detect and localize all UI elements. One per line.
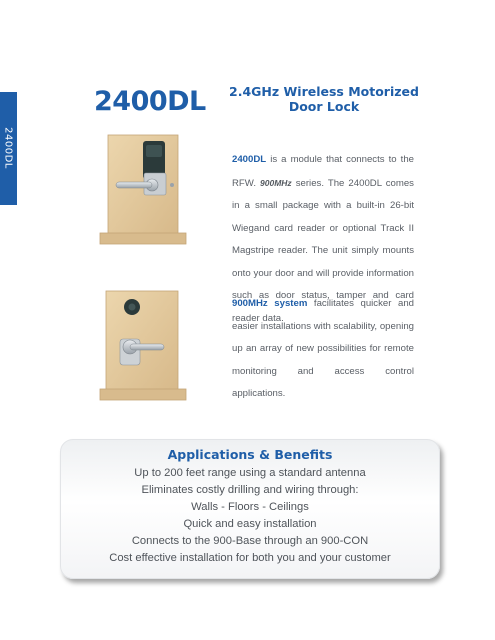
benefit-item: Connects to the 900-Base through an 900-CON xyxy=(131,535,369,547)
product-title: 2.4GHz Wireless Motorized Door Lock xyxy=(229,84,419,114)
benefits-title: Applications & Benefits xyxy=(167,447,333,462)
benefit-item: Eliminates costly drilling and wiring through: xyxy=(141,484,359,496)
description-brand: 900MHz xyxy=(260,177,292,188)
description-lead-1: 2400DL xyxy=(232,154,267,165)
benefit-item: Cost effective installation for both you and your customer xyxy=(109,552,391,564)
benefits-list xyxy=(80,465,420,567)
product-photo-round-reader-lock xyxy=(96,289,190,402)
description-text-1b: series. The 2400DL comes in a small package with a built-in 26-bit Wiegand card reader or optional Track II Magstripe reader. The unit simply mounts onto your door and will provide information such as door status, tamper and card reader data. xyxy=(232,177,414,324)
description-paragraph-2 xyxy=(232,293,414,406)
benefit-item: Walls - Floors - Ceilings xyxy=(191,501,309,513)
description-lead-2: 900MHz system xyxy=(232,298,308,309)
product-photo-card-reader-lock xyxy=(96,133,190,246)
description-text-1a: is a module that connects to the RFW. xyxy=(232,154,414,189)
benefit-item: Quick and easy installation xyxy=(183,518,317,530)
product-code: 2400DL xyxy=(94,86,206,117)
side-tab-label: 2400DL xyxy=(2,127,14,169)
description-text-2: facilitates quicker and easier installations with scalability, opening up an array of new possibilities for remote monitoring and access control applications. xyxy=(232,298,414,399)
benefit-item: Up to 200 feet range using a standard antenna xyxy=(134,467,366,479)
side-tab xyxy=(0,92,17,205)
